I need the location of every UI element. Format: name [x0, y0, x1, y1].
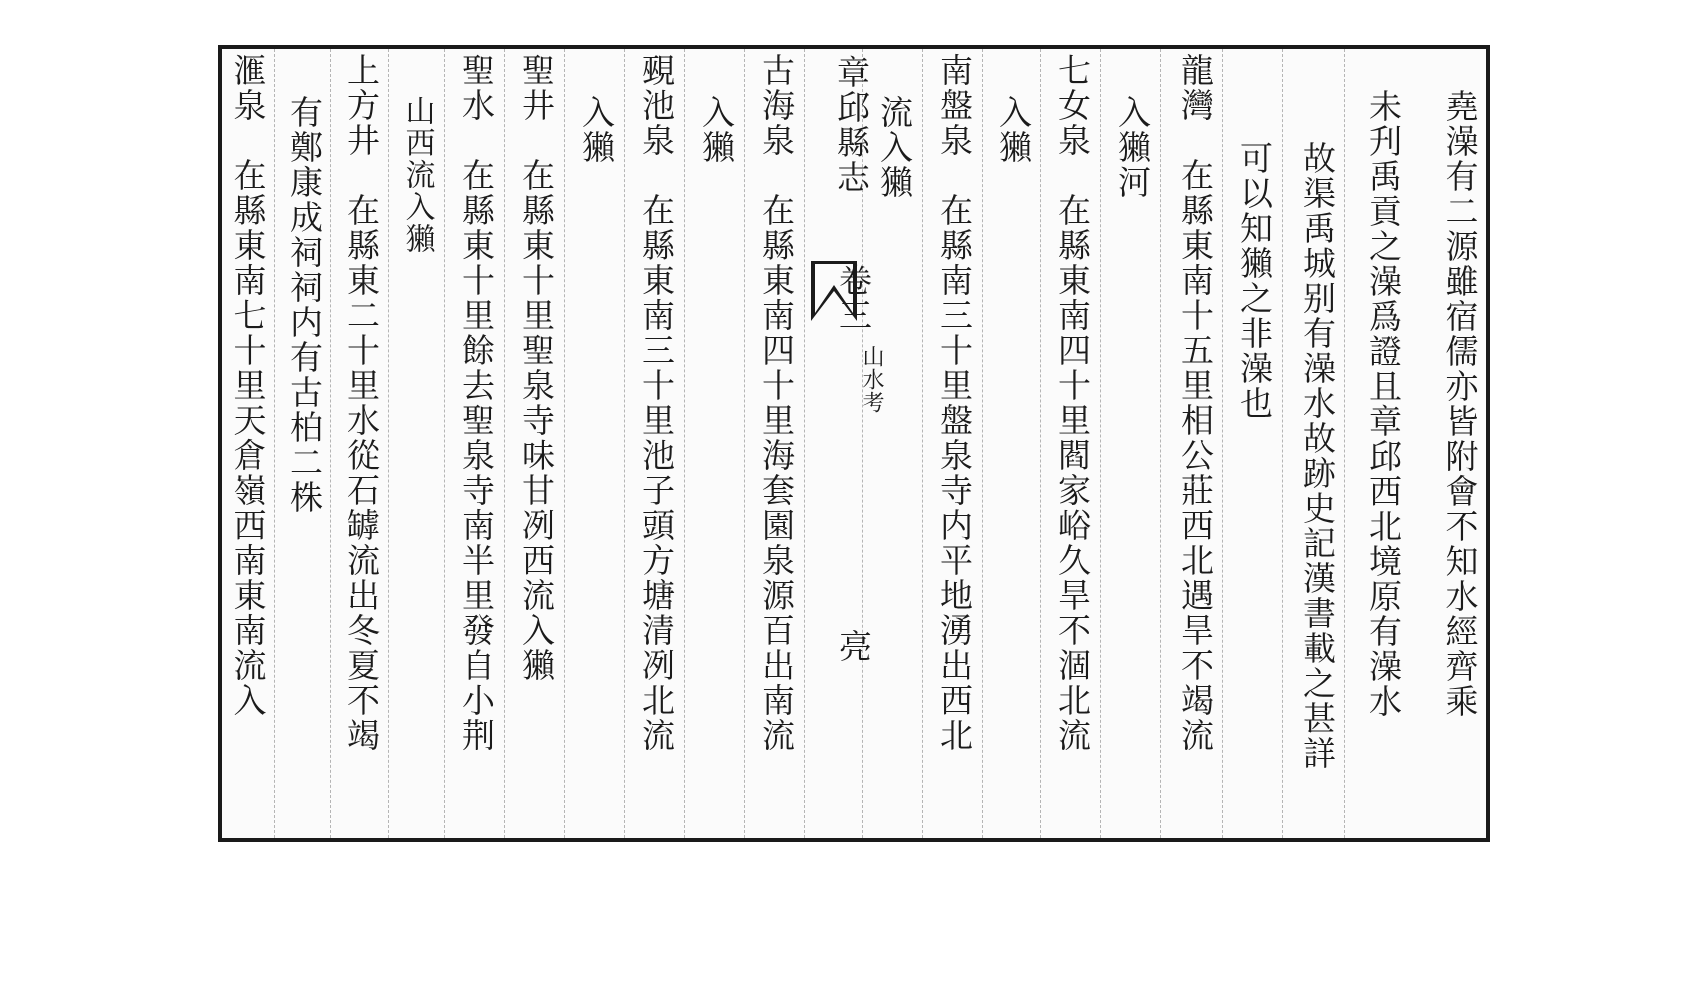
page-number: 亮 — [834, 629, 873, 662]
text-column — [1040, 49, 1100, 838]
column-text: 流入獺 — [875, 95, 914, 200]
column-text: 堯澡有二源雖宿儒亦皆附會不知水經齊乘 — [1440, 89, 1480, 719]
text-column — [982, 49, 1040, 838]
text-column — [504, 49, 564, 838]
column-text: 聖井 在縣東十里聖泉寺味甘冽西流入獺 — [517, 53, 556, 683]
text-column — [274, 49, 330, 838]
column-text: 上方井 在縣東二十里水從石罅流出冬夏不竭 — [342, 53, 381, 753]
text-column — [624, 49, 684, 838]
text-column — [1344, 49, 1410, 838]
text-column — [1160, 49, 1222, 838]
column-text: 覡池泉 在縣東南三十里池子頭方塘清冽北流 — [637, 53, 676, 753]
text-column — [1410, 49, 1490, 838]
text-column — [444, 49, 504, 838]
text-column — [1282, 49, 1344, 838]
column-text: 聖水 在縣東十里餘去聖泉寺南半里發自小荆 — [457, 53, 496, 753]
column-text: 古海泉 在縣東南四十里海套園泉源百出南流 — [757, 53, 796, 753]
column-text: 入獺 — [994, 95, 1033, 165]
text-column — [744, 49, 804, 838]
section-label: 山水考 — [859, 345, 884, 414]
text-column — [1222, 49, 1282, 838]
text-column — [330, 49, 388, 838]
text-column — [222, 49, 274, 838]
column-text: 山西流入獺 — [399, 95, 435, 255]
text-column — [862, 49, 922, 838]
text-column — [564, 49, 624, 838]
column-text: 入獺河 — [1113, 95, 1152, 200]
column-text: 入獺 — [697, 95, 736, 165]
column-text: 有鄭康成祠祠内有古柏二株 — [285, 95, 324, 515]
column-text: 未刋禹貢之澡爲證且章邱西北境原有澡水 — [1364, 89, 1403, 719]
text-column — [388, 49, 444, 838]
volume-label: 卷三 — [834, 263, 873, 333]
column-text: 入獺 — [577, 95, 616, 165]
column-text: 可以知獺之非澡也 — [1235, 141, 1274, 421]
column-text: 故渠禹城别有澡水故跡史記漢書載之甚詳 — [1298, 141, 1337, 771]
column-text: 滙泉 在縣東南七十里天倉嶺西南東南流入 — [228, 53, 268, 718]
center-column — [804, 49, 884, 838]
text-column — [922, 49, 982, 838]
book-title: 章邱縣志 — [832, 55, 871, 195]
page-frame — [218, 45, 1490, 842]
column-text: 南盤泉 在縣南三十里盤泉寺内平地湧出西北 — [935, 53, 974, 753]
column-text: 龍灣 在縣東南十五里相公莊西北遇旱不竭流 — [1176, 53, 1215, 753]
text-column — [684, 49, 744, 838]
text-column — [1100, 49, 1160, 838]
column-text: 七女泉 在縣東南四十里閻家峪久旱不涸北流 — [1053, 53, 1092, 753]
